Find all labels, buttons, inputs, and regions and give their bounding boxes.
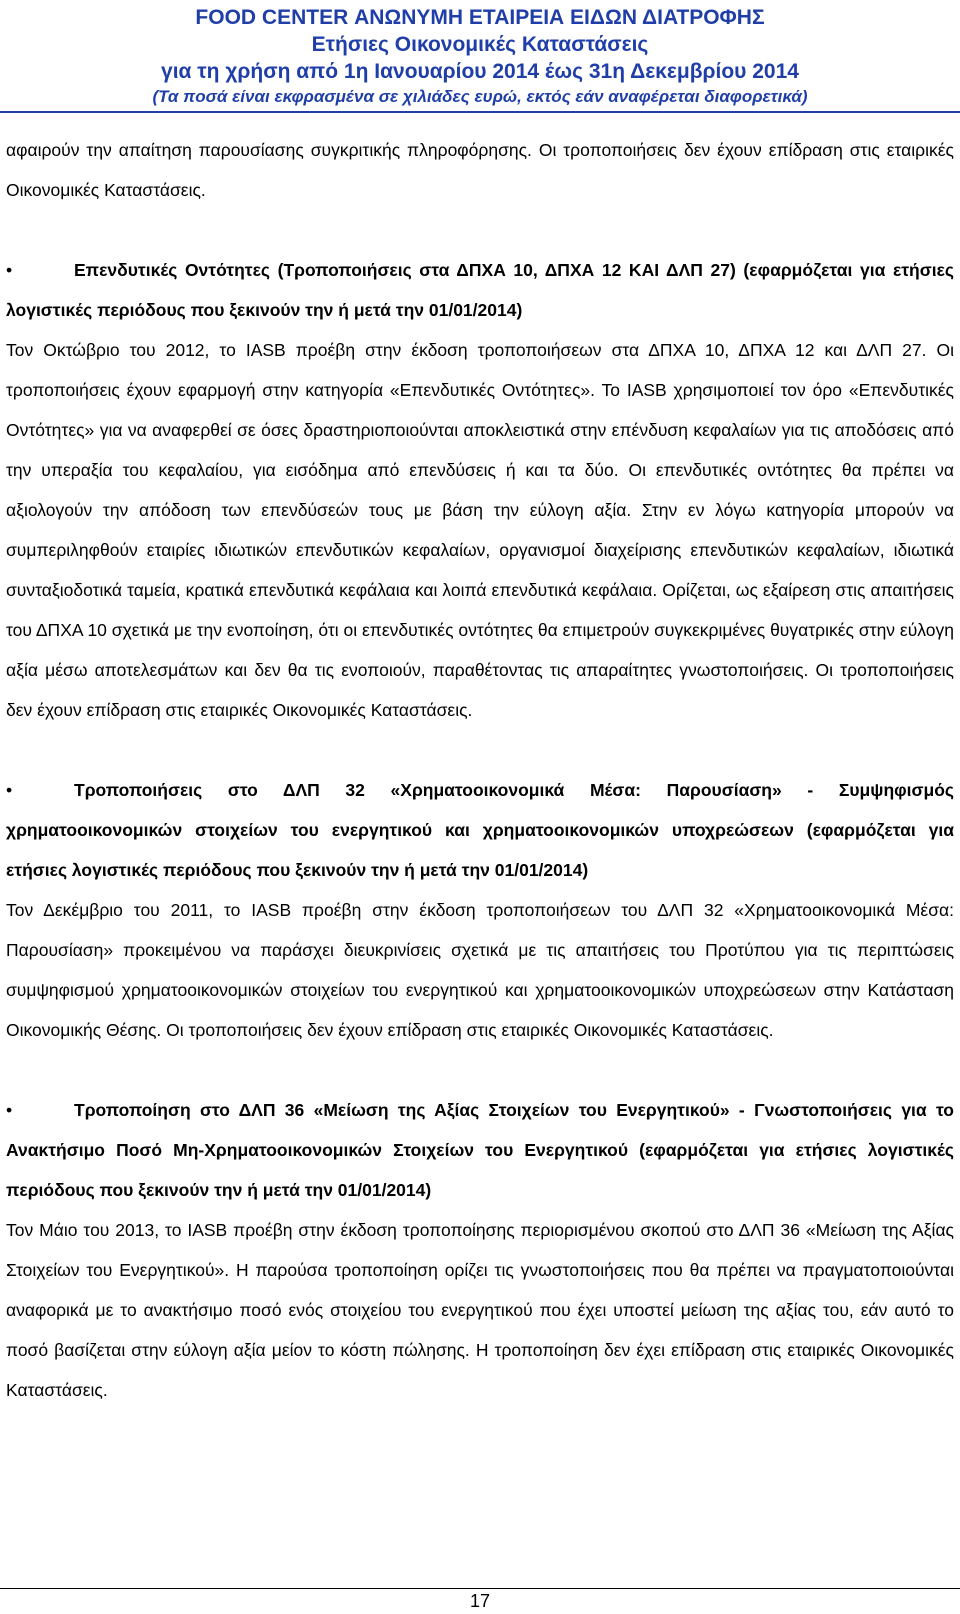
section-heading-text: Τροποποιήσεις στο ΔΛΠ 32 «Χρηματοοικονομικά Μέσα: Παρουσίαση» - Συμψηφισμός χρηματοοικονομικών στοιχείων του ενεργητικού και χρηματοοικονομικών υποχρεώσεων (εφαρμόζεται για ετήσιες λογιστικές περιόδους που ξεκινούν την ή μετά την 01/01/2014) — [6, 780, 954, 880]
intro-paragraph: αφαιρούν την απαίτηση παρουσίασης συγκριτικής πληροφόρησης. Οι τροποποιήσεις δεν έχουν επίδραση στις εταιρικές Οικονομικές Καταστάσεις. — [6, 140, 954, 200]
section-spacer — [6, 730, 954, 770]
page-header — [0, 0, 960, 109]
bullet-icon: • — [6, 260, 13, 280]
bullet-icon: • — [6, 1100, 13, 1120]
amounts-note: (Τα ποσά είναι εκφρασμένα σε χιλιάδες ευρώ, εκτός εάν αναφέρεται διαφορετικά) — [152, 87, 808, 106]
section-body-ias36: Τον Μάιο του 2013, το IASB προέβη στην έκδοση τροποποίησης περιορισμένου σκοπού στο ΔΛΠ 36 «Μείωση της Αξίας Στοιχείων του Ενεργητικού». Η παρούσα τροποποίηση ορίζει τις γνωστοποιήσεις που θα πρέπει να πραγματοποιούνται αναφορικά με το ανακτήσιμο ποσό ενός στοιχείου του ενεργητικού που έχει υποστεί μείωση της αξίας του, εάν αυτό το ποσό βασίζεται στην εύλογη αξία μείον το κόστη πώλησης. Η τροποποίηση δεν έχει επίδραση στις εταιρικές Οικονομικές Καταστάσεις. — [6, 1220, 954, 1400]
section-body-ias32: Τον Δεκέμβριο του 2011, το IASB προέβη στην έκδοση τροποποιήσεων του ΔΛΠ 32 «Χρηματοοικονομικά Μέσα: Παρουσίαση» προκειμένου να παράσχει διευκρινίσεις σχετικά με τις απαιτήσεις του Προτύπου για τις περιπτώσεις συμψηφισμού χρηματοοικονομικών στοιχείων του ενεργητικού και χρηματοοικονομικών υποχρεώσεων στην Κατάσταση Οικονομικής Θέσης. Οι τροποποιήσεις δεν έχουν επίδραση στις εταιρικές Οικονομικές Καταστάσεις. — [6, 900, 954, 1040]
document-body — [6, 130, 954, 1410]
section-heading-investment-entities — [6, 250, 954, 330]
footer-divider — [0, 1588, 960, 1589]
section-heading-text: Τροποποίηση στο ΔΛΠ 36 «Μείωση της Αξίας Στοιχείων του Ενεργητικού» - Γνωστοποιήσεις για το Ανακτήσιμο Ποσό Μη-Χρηματοοικονομικών Στοιχείων του Ενεργητικού (εφαρμόζεται για ετήσιες λογιστικές περιόδους που ξεκινούν την ή μετά την 01/01/2014) — [6, 1100, 954, 1200]
section-heading-text: Επενδυτικές Οντότητες (Τροποποιήσεις στα ΔΠΧΑ 10, ΔΠΧΑ 12 ΚΑΙ ΔΛΠ 27) (εφαρμόζεται για ετήσιες λογιστικές περιόδους που ξεκινούν την ή μετά την 01/01/2014) — [6, 260, 954, 320]
document-title: Ετήσιες Οικονομικές Καταστάσεις — [311, 33, 649, 56]
header-divider — [0, 111, 960, 113]
company-name: FOOD CENTER ΑΝΩΝΥΜΗ ΕΤΑΙΡΕΙΑ ΕΙΔΩΝ ΔΙΑΤΡΟΦΗΣ — [195, 6, 765, 29]
section-body-investment-entities: Τον Οκτώβριο του 2012, το IASB προέβη στην έκδοση τροποποιήσεων στα ΔΠΧΑ 10, ΔΠΧΑ 12 και ΔΛΠ 27. Οι τροποποιήσεις έχουν εφαρμογή στην κατηγορία «Επενδυτικές Οντότητες». Το IASB χρησιμοποιεί τον όρο «Επενδυτικές Οντότητες» για να αναφερθεί σε όσες δραστηριοποιούνται αποκλειστικά στην επένδυση κεφαλαίων για τις αποδόσεις από την υπεραξία του κεφαλαίου, για εισόδημα από επενδύσεις ή και τα δύο. Οι επενδυτικές οντότητες θα πρέπει να αξιολογούν την απόδοση των επενδύσεών τους με βάση την εύλογη αξία. Στην εν λόγω κατηγορία μπορούν να συμπεριληφθούν εταιρίες ιδιωτικών επενδυτικών κεφαλαίων, οργανισμοί διαχείρισης επενδυτικών κεφαλαίων, ιδιωτικά συνταξιοδοτικά ταμεία, κρατικά επενδυτικά κεφάλαια και λοιπά επενδυτικά κεφάλαια. Ορίζεται, ως εξαίρεση στις απαιτήσεις του ΔΠΧΑ 10 σχετικά με την ενοποίηση, ότι οι επενδυτικές οντότητες θα επιμετρούν συγκεκριμένες θυγατρικές στην εύλογη αξία μέσω αποτελεσμάτων και δεν θα τις ενοποιούν, παραθέτοντας τις απαραίτητες γνωστοποιήσεις. Οι τροποποιήσεις δεν έχουν επίδραση στις εταιρικές Οικονομικές Καταστάσεις. — [6, 340, 954, 720]
section-spacer — [6, 1050, 954, 1090]
bullet-icon: • — [6, 780, 13, 800]
page-number: 17 — [469, 1591, 491, 1611]
section-spacer — [6, 210, 954, 250]
section-heading-ias32 — [6, 770, 954, 890]
fiscal-period: για τη χρήση από 1η Ιανουαρίου 2014 έως 31η Δεκεμβρίου 2014 — [161, 60, 799, 83]
section-heading-ias36 — [6, 1090, 954, 1210]
